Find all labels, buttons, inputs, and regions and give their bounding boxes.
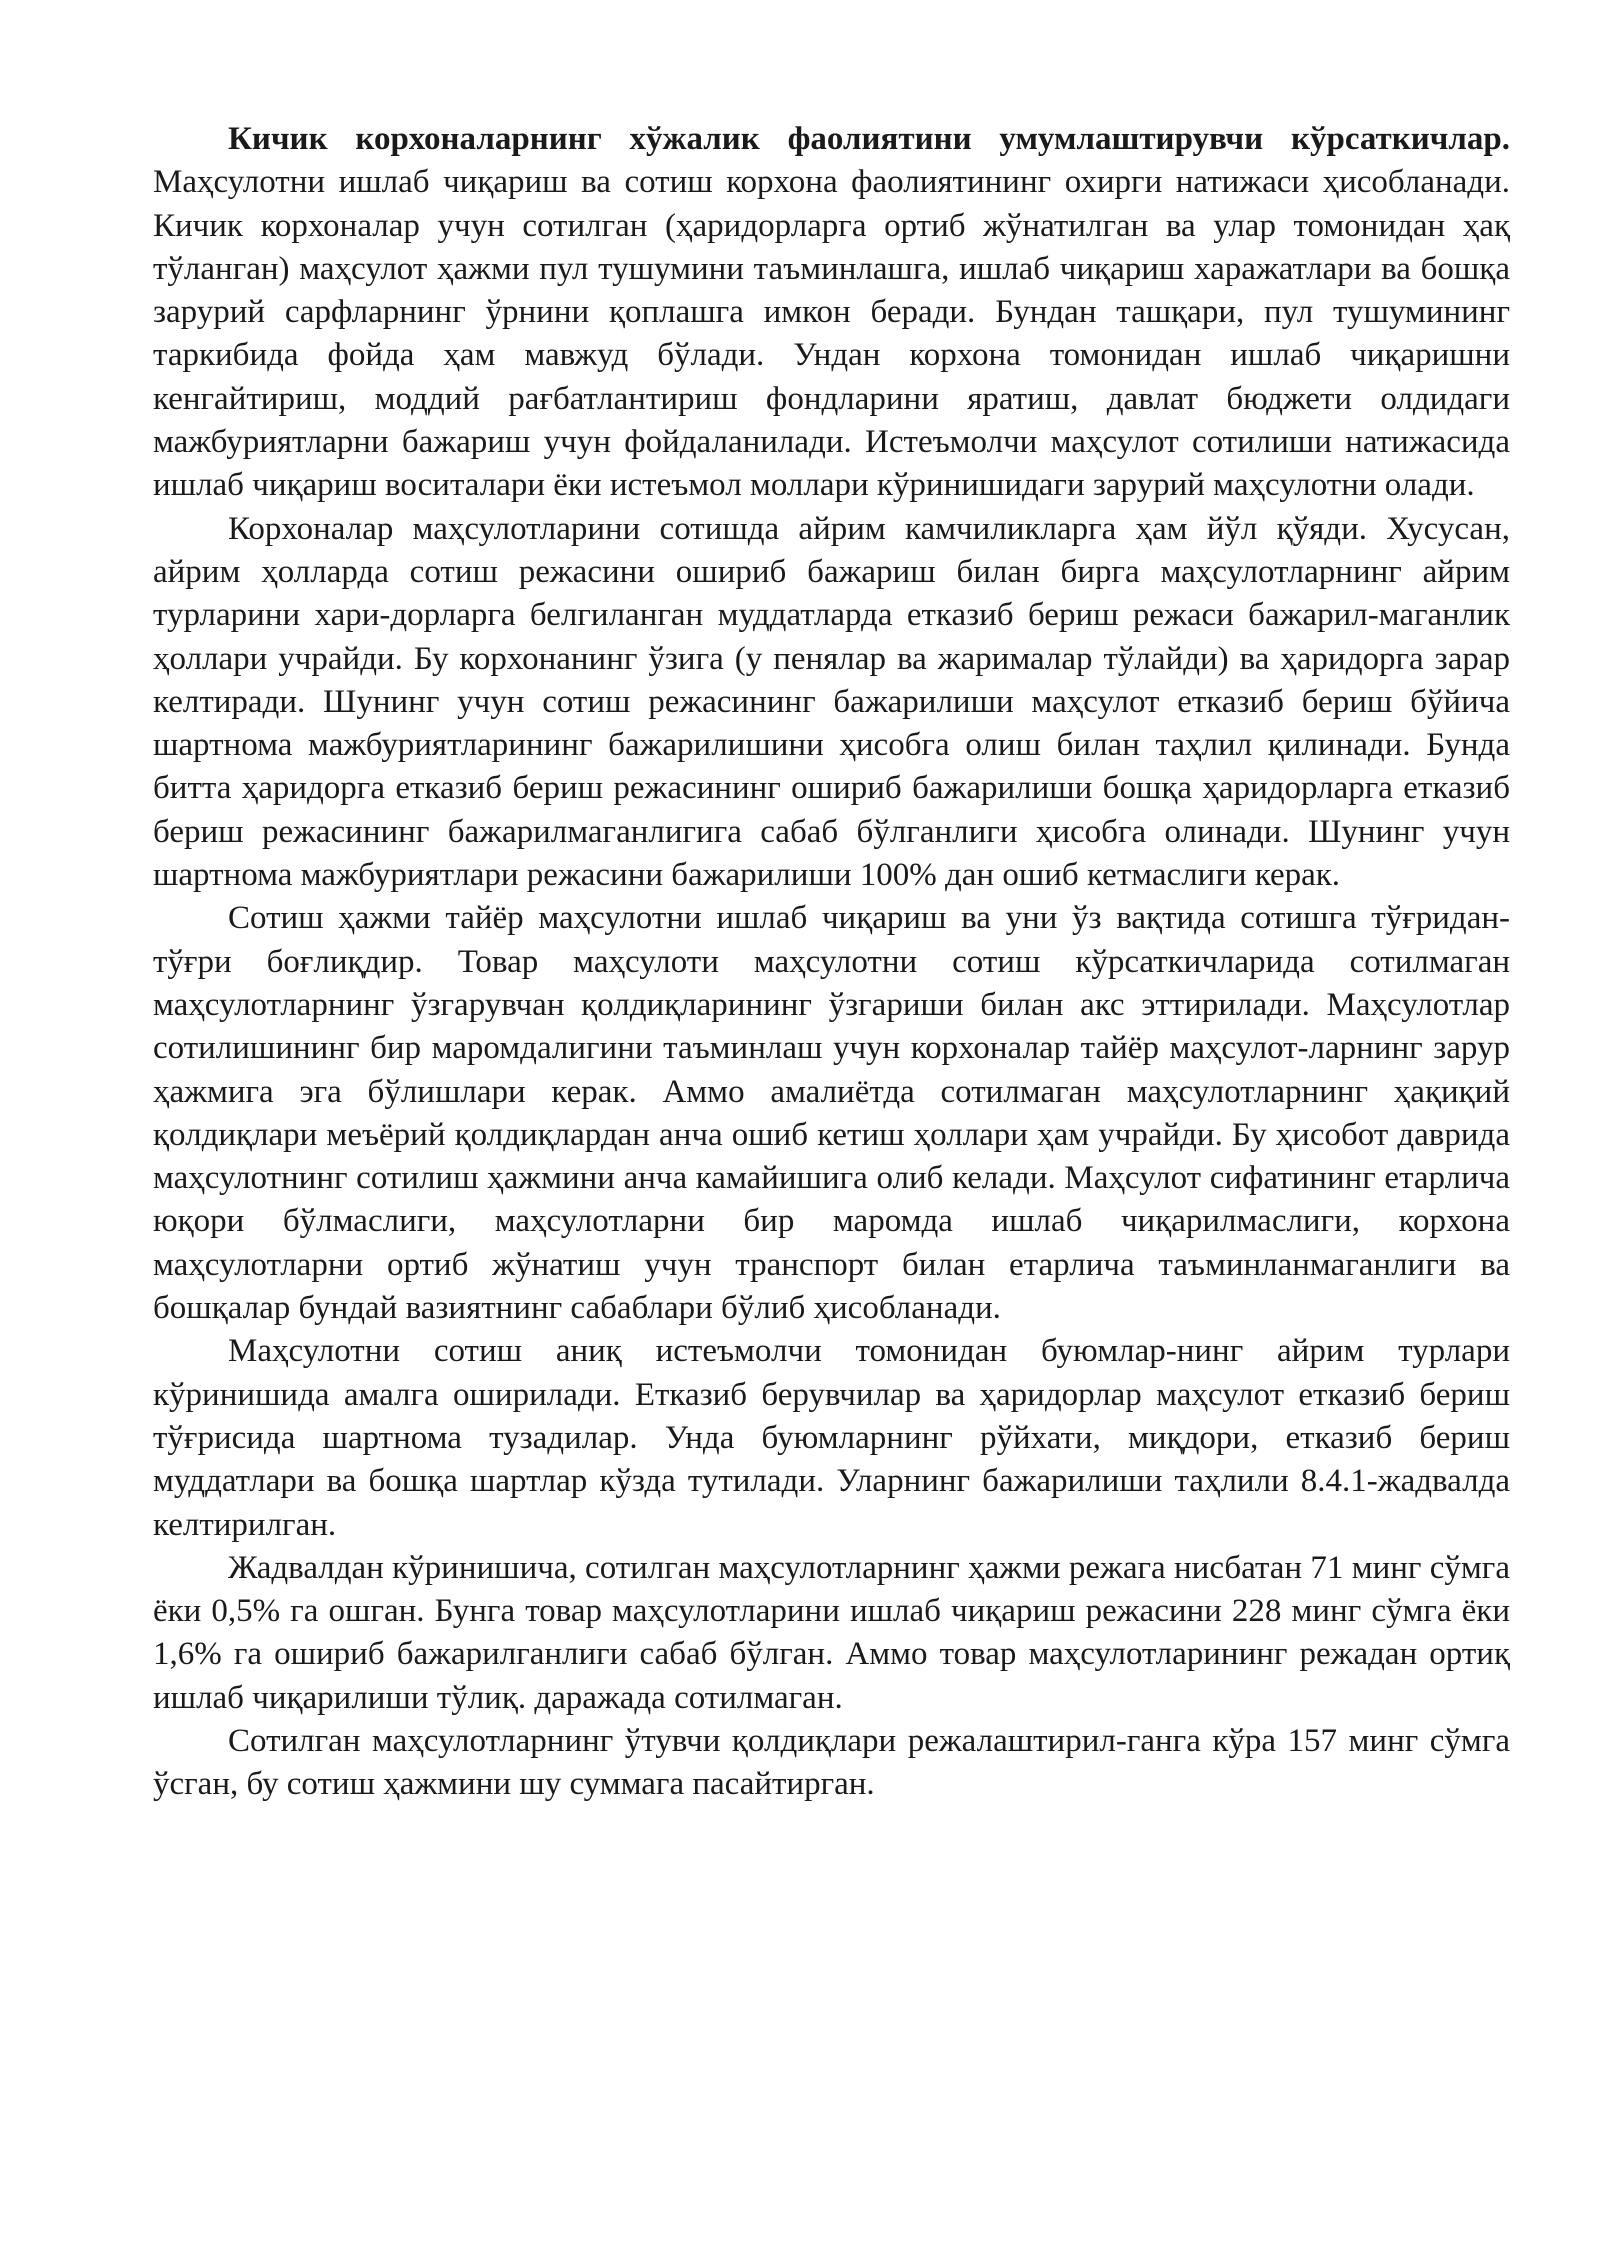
paragraph-2: Корхоналар маҳсулотларини сотишда айрим камчиликларга ҳам йўл қўяди. Хусусан, айрим ҳолларда сотиш режасини ошириб бажариш билан бирга маҳсулотларнинг айрим турларини хари-дорларга белгиланган муддатларда етказиб бериш режаси бажарил-маганлик ҳоллари учрайди. Бу корхонанинг ўзига (у пенялар ва жарималар тўлайди) ва ҳаридорга зарар келтиради. Шунинг учун сотиш режасининг бажарилиши маҳсулот етказиб бериш бўйича шартнома мажбуриятларининг бажарилишини ҳисобга олиш билан таҳлил қилинади. Бунда битта ҳаридорга етказиб бериш режасининг ошириб бажарилиши бошқа ҳаридорларга етказиб бериш режасининг бажарилмаганлигига сабаб бўлганлиги ҳисобга олинади. Шунинг учун шартнома мажбуриятлари режасини бажарилиши 100% дан ошиб кетмаслиги керак. [153,510,1510,894]
paragraph-1-text: Маҳсулотни ишлаб чиқариш ва сотиш корхона фаолиятининг охирги натижаси ҳисобланади. Кичик корхоналар учун сотилган (ҳаридорларга ортиб жўнатилган ва улар томонидан ҳақ тўланган) маҳсулот ҳажми пул тушумини таъминлашга, ишлаб чиқариш харажатлари ва бошқа зарурий сарфларнинг ўрнини қоплашга имкон беради. Бундан ташқари, пул тушумининг таркибида фойда ҳам мавжуд бўлади. Ундан корхона томонидан ишлаб чиқаришни кенгайтириш, моддий рағбатлантириш фондларини яратиш, давлат бюджети олдидаги мажбуриятларни бажариш учун фойдаланилади. Истеъмолчи маҳсулот сотилиши натижасида ишлаб чиқариш воситалари ёки истеъмол моллари кўринишидаги зарурий маҳсулотни олади. [153,164,1510,504]
paragraph-3: Сотиш ҳажми тайёр маҳсулотни ишлаб чиқариш ва уни ўз вақтида сотишга тўғридан-тўғри боғлиқдир. Товар маҳсулоти маҳсулотни сотиш кўрсаткичларида сотилмаган маҳсулотларнинг ўзгарувчан қолдиқларининг ўзгариши билан акс эттирилади. Маҳсулотлар сотилишининг бир маромдалигини таъминлаш учун корхоналар тайёр маҳсулот-ларнинг зарур ҳажмига эга бўлишлари керак. Аммо амалиётда сотилмаган маҳсулотларнинг ҳақиқий қолдиқлари меъёрий қолдиқлардан анча ошиб кетиш ҳоллари ҳам учрайди. Бу ҳисобот даврида маҳсулотнинг сотилиш ҳажмини анча камайишига олиб келади. Маҳсулот сифатининг етарлича юқори бўлмаслиги, маҳсулотларни бир маромда ишлаб чиқарилмаслиги, корхона маҳсулотларни ортиб жўнатиш учун транспорт билан етарлича таъминланмаганлиги ва бошқалар бундай вазиятнинг сабаблари бўлиб ҳисобланади. [153,900,1510,1327]
paragraph-5: Жадвалдан кўринишича, сотилган маҳсулотларнинг ҳажми режага нисбатан 71 минг сўмга ёки 0,5% га ошган. Бунга товар маҳсулотларини ишлаб чиқариш режасини 228 минг сўмга ёки 1,6% га ошириб бажарилганлиги сабаб бўлган. Аммо товар маҳсулотларининг режадан ортиқ ишлаб чиқарилиши тўлиқ. даражада сотилмаган. [153,1549,1510,1716]
paragraph-4: Маҳсулотни сотиш аниқ истеъмолчи томонидан буюмлар-нинг айрим турлари кўринишида амалга оширилади. Етказиб берувчилар ва ҳаридорлар маҳсулот етказиб бериш тўғрисида шартнома тузадилар. Унда буюмларнинг рўйхати, миқдори, етказиб бериш муддатлари ва бошқа шартлар кўзда тутилади. Уларнинг бажарилиши таҳлили 8.4.1-жадвалда келтирилган. [153,1333,1510,1543]
document-page [153,118,1510,1807]
section-heading: Кичик корхоналарнинг хўжалик фаолиятини умумлаштирувчи кўрсаткичлар. [228,121,1510,157]
paragraph-1 [153,118,1510,508]
paragraph-6: Сотилган маҳсулотларнинг ўтувчи қолдиқлари режалаштирил-ганга кўра 157 минг сўмга ўсган, бу сотиш ҳажмини шу суммага пасайтирган. [153,1722,1510,1803]
